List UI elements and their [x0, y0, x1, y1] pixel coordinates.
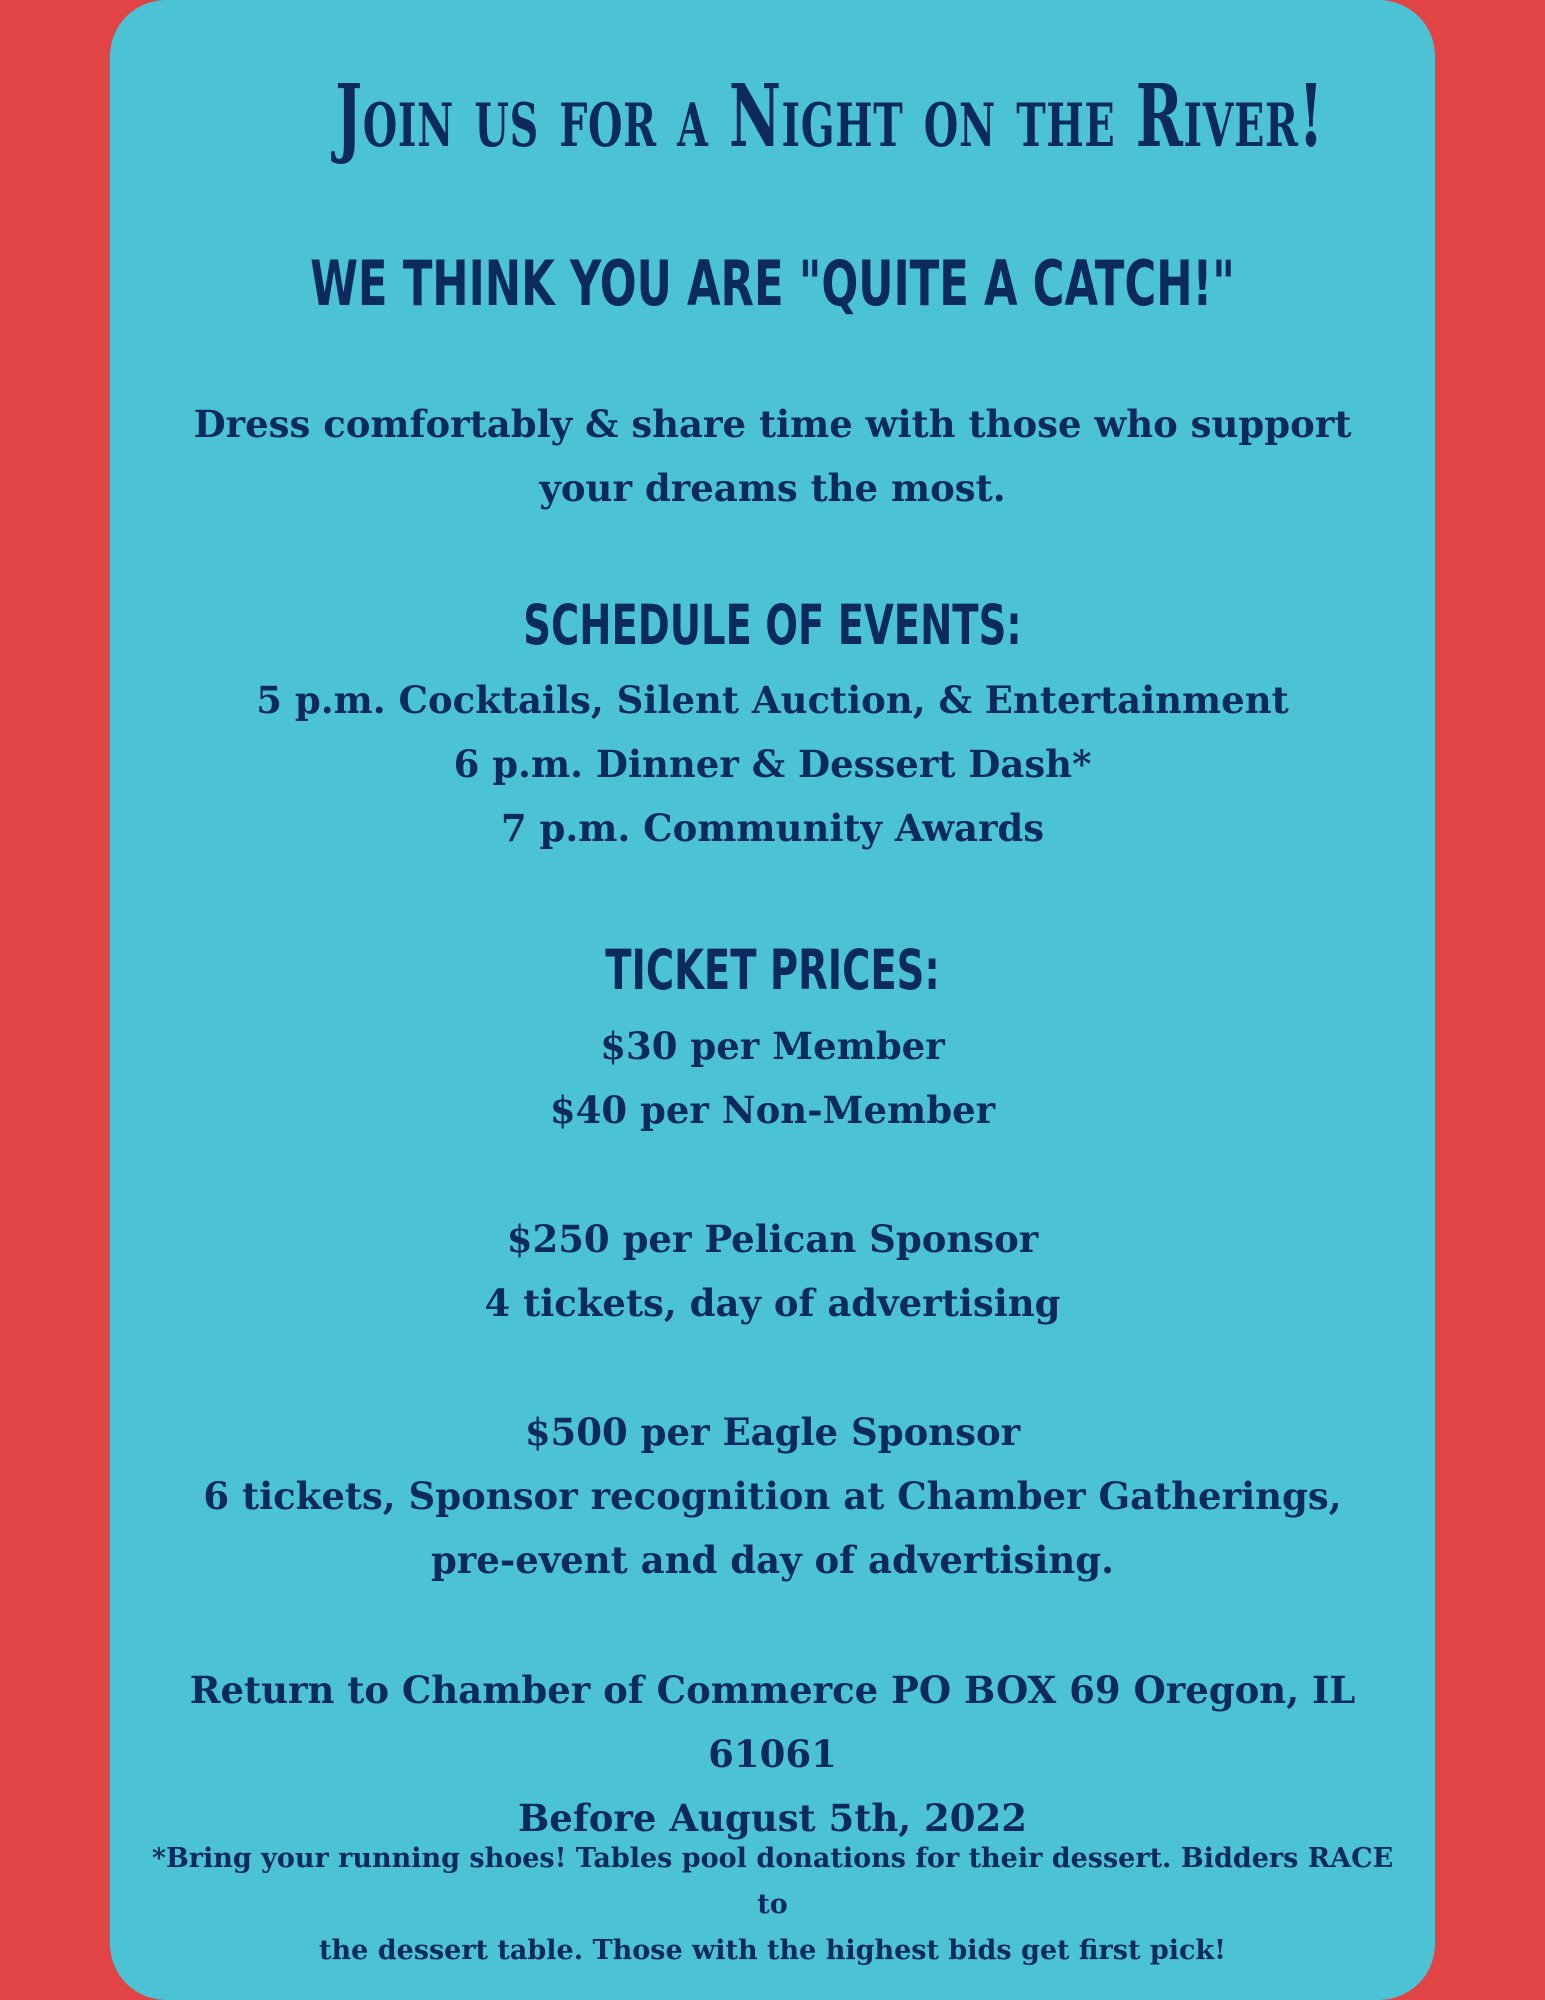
intro-line: your dreams the most.	[539, 466, 1006, 510]
schedule-list	[150, 668, 1395, 860]
eagle-detail: 6 tickets, Sponsor recognition at Chamber Gatherings,	[203, 1474, 1342, 1518]
pelican-sponsor	[150, 1207, 1395, 1335]
member-prices	[150, 1014, 1395, 1142]
eagle-detail: pre-event and day of advertising.	[430, 1538, 1115, 1582]
return-address: Return to Chamber of Commerce PO BOX 69 Oregon, IL 61061	[189, 1668, 1356, 1776]
schedule-item: 6 p.m. Dinner & Dessert Dash*	[453, 742, 1092, 786]
eagle-price: $500 per Eagle Sponsor	[524, 1410, 1021, 1454]
flyer-title: Join us for a Night on the River!	[335, 66, 1325, 167]
tickets-heading: TICKET PRICES:	[605, 938, 940, 1002]
footnote-line: the dessert table. Those with the highest bids get first pick!	[319, 1935, 1226, 1966]
return-info	[120, 1658, 1425, 1850]
intro-text	[150, 392, 1395, 520]
intro-line: Dress comfortably & share time with those who support	[193, 402, 1352, 446]
non-member-price: $40 per Non-Member	[549, 1088, 996, 1132]
member-price: $30 per Member	[600, 1024, 945, 1068]
pelican-price: $250 per Pelican Sponsor	[506, 1217, 1039, 1261]
flyer-card	[110, 0, 1435, 2000]
footnote	[140, 1836, 1405, 1974]
return-deadline: Before August 5th, 2022	[518, 1796, 1027, 1840]
footnote-line: *Bring your running shoes! Tables pool donations for their dessert. Bidders RACE to	[151, 1843, 1394, 1920]
eagle-sponsor	[150, 1400, 1395, 1592]
flyer-subtitle: WE THINK YOU ARE "QUITE A CATCH!"	[310, 247, 1235, 320]
schedule-item: 5 p.m. Cocktails, Silent Auction, & Entertainment	[256, 678, 1289, 722]
schedule-heading: SCHEDULE OF EVENTS:	[523, 593, 1022, 657]
pelican-detail: 4 tickets, day of advertising	[484, 1281, 1061, 1325]
schedule-item: 7 p.m. Community Awards	[500, 806, 1045, 850]
